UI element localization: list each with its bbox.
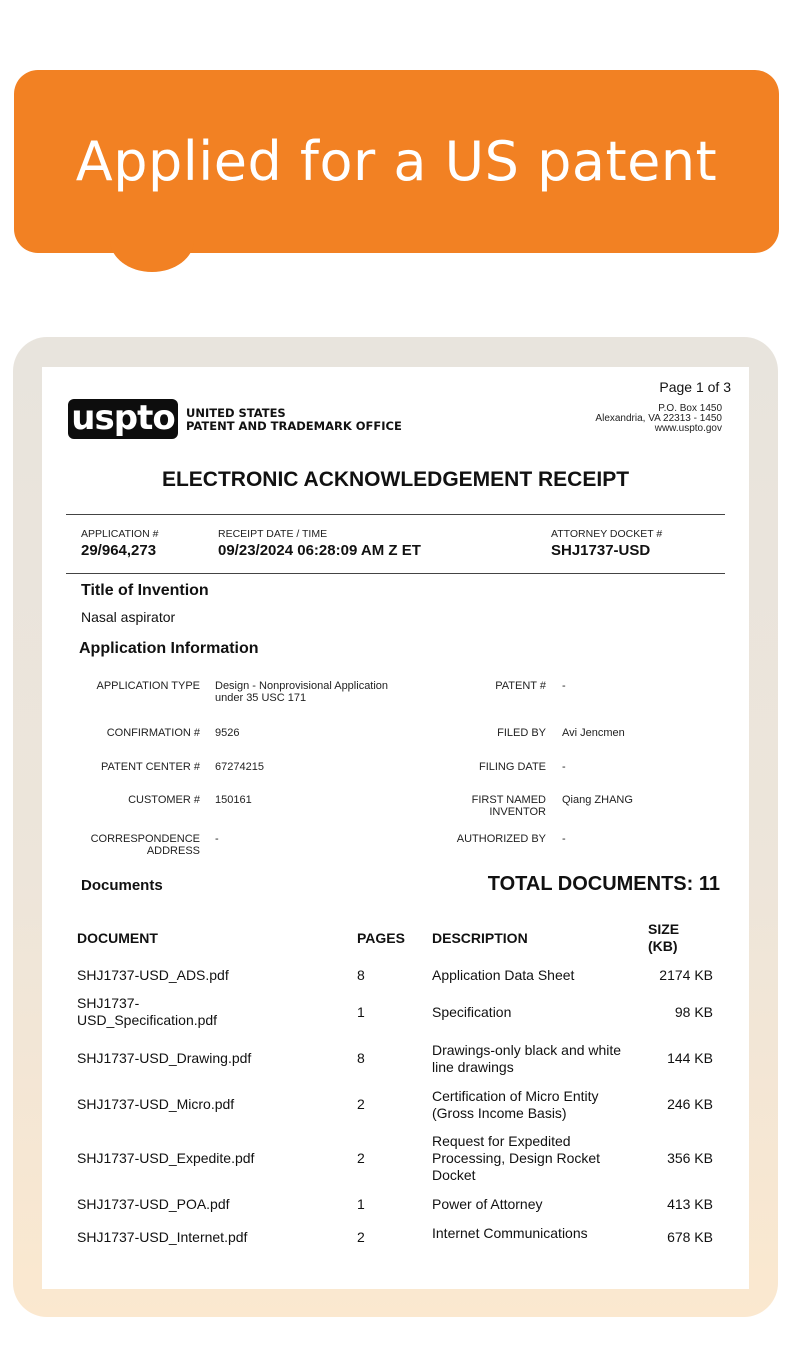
address-line: P.O. Box 1450 [658,403,722,414]
doc-pages: 8 [357,1050,365,1066]
receipt-date-block [218,528,421,559]
doc-description: Drawings-only black and white line drawings [432,1042,622,1075]
doc-pages: 8 [357,967,365,983]
banner-tail [110,240,194,272]
application-number: 29/964,273 [81,542,157,559]
doc-size: 413 KB [667,1196,713,1212]
doc-pages: 1 [357,1196,365,1212]
doc-pages: 2 [357,1150,365,1166]
address-line: Alexandria, VA 22313 - 1450 [595,413,722,424]
application-number-label: APPLICATION # [81,528,159,540]
info-label: CONFIRMATION # [106,727,200,739]
logo-line: UNITED STATES [186,406,286,420]
documents-heading: Documents [81,877,163,894]
info-label: FILED BY [497,727,546,739]
doc-name: SHJ1737-USD_ADS.pdf [77,967,229,983]
invention-title: Nasal aspirator [81,609,176,625]
info-label: PATENT # [495,680,546,692]
info-value: 9526 [215,727,240,739]
doc-size: 356 KB [667,1150,713,1166]
info-label: FIRST NAMED INVENTOR [471,794,546,818]
doc-description: Application Data Sheet [432,967,575,983]
doc-description: Internet Communications [432,1225,588,1241]
doc-name: SHJ1737-USD_Micro.pdf [77,1096,235,1112]
doc-name: SHJ1737-USD_Specification.pdf [77,995,218,1028]
doc-size: 2174 KB [659,967,713,983]
info-label: CUSTOMER # [128,794,200,806]
info-label: AUTHORIZED BY [456,833,546,845]
doc-pages: 1 [357,1004,365,1020]
doc-size: 144 KB [667,1050,713,1066]
attorney-docket-block [551,528,662,559]
doc-pages: 2 [357,1096,365,1112]
info-value: Design - Nonprovisional Application under 35 USC 171 [215,680,389,704]
info-value: 150161 [215,794,252,806]
info-value: - [215,833,219,845]
doc-description: Power of Attorney [432,1196,543,1212]
info-value: Avi Jencmen [562,727,625,739]
app-info-heading: Application Information [79,640,259,657]
doc-description: Certification of Micro Entity (Gross Income Basis) [432,1088,599,1121]
doc-description: Request for Expedited Processing, Design Rocket Docket [432,1133,601,1183]
application-number-block [81,528,158,559]
receipt-document [42,367,749,1289]
doc-size: 98 KB [674,1004,713,1020]
logo-line: PATENT AND TRADEMARK OFFICE [186,419,402,433]
banner-title: Applied for a US patent [75,130,718,193]
page-number: Page 1 of 3 [659,379,731,395]
attorney-docket: SHJ1737-USD [551,542,651,559]
doc-name: SHJ1737-USD_Internet.pdf [77,1229,248,1245]
info-value: - [562,680,566,692]
doc-size: 246 KB [667,1096,713,1112]
receipt-title: ELECTRONIC ACKNOWLEDGEMENT RECEIPT [161,468,630,491]
divider [66,573,725,574]
doc-pages: 2 [357,1229,365,1245]
uspto-logo: uspto [68,399,178,439]
info-value: - [562,761,566,773]
info-label: PATENT CENTER # [100,761,200,773]
doc-name: SHJ1737-USD_POA.pdf [77,1196,230,1212]
column-header-size: SIZE (KB) [648,921,680,954]
invention-heading: Title of Invention [81,582,209,599]
office-address [595,404,722,434]
column-header-description: DESCRIPTION [432,930,528,946]
info-value: 67274215 [215,761,264,773]
info-label: FILING DATE [478,761,546,773]
receipt-date-label: RECEIPT DATE / TIME [218,528,328,540]
info-label: CORRESPONDENCE ADDRESS [90,833,200,857]
divider [66,514,725,515]
headline-banner [14,70,779,253]
receipt-date: 09/23/2024 06:28:09 AM Z ET [218,542,421,559]
info-label: APPLICATION TYPE [96,680,200,692]
attorney-docket-label: ATTORNEY DOCKET # [551,528,663,540]
doc-name: SHJ1737-USD_Drawing.pdf [77,1050,252,1066]
info-value: - [562,833,566,845]
doc-name: SHJ1737-USD_Expedite.pdf [77,1150,255,1166]
column-header-document: DOCUMENT [77,930,158,946]
info-value: Qiang ZHANG [562,794,633,806]
total-documents: TOTAL DOCUMENTS: 11 [487,873,720,895]
uspto-logo-text [186,407,402,433]
doc-description: Specification [432,1004,512,1020]
column-header-pages: PAGES [357,930,405,946]
doc-size: 678 KB [667,1229,713,1245]
address-line: www.uspto.gov [654,423,722,434]
